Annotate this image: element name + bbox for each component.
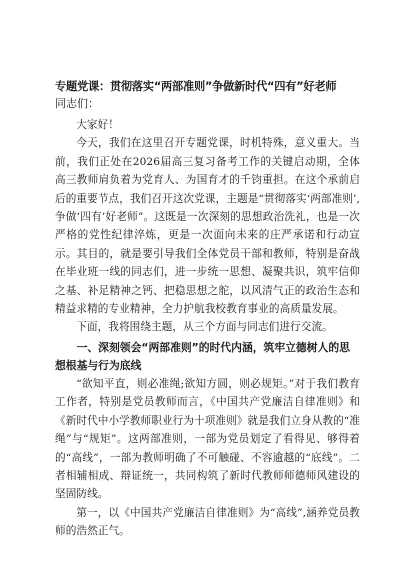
section-paragraph: 第一，以《中国共产党廉洁自律准则》为“高线”,涵养党员教师的浩然正气。 [55,506,360,538]
outline-paragraph: 下面，我将围绕主题，从三个方面与同志们进行交流。 [76,321,333,334]
greeting: 大家好！ [76,119,119,131]
salutation: 同志们： [55,97,99,110]
document-title: 专题党课：贯彻落实“两部准则”争做新时代“四有”好老师 [55,80,337,93]
section-paragraph: “欲知平直，则必准绳;欲知方圆，则必规矩。”对于我们教育工作者，特别是党员教师而言，《中国共产党廉洁自律准则》和《新时代中小学教师职业行为十项准则》就是我们立身从教的“准绳”与“规矩”。这两部准则，一部为党员划定了看得见、够得着的“高线”，一部为教师明确了不可触碰、不容逾越的“底线”。二者相辅相成、辩证统一，共同构筑了新时代教师师德师风建设的坚固防线。 [55,377,360,501]
document-page [55,78,360,541]
intro-paragraph: 今天，我们在这里召开专题党课，时机特殊，意义重大。当前，我们正处在2026届高三复习备考工作的关键启动期，全体高三教师肩负着为党育人、为国育才的千钧重担。在这个承前启后的重要节点，我们召开这次党课，主题是“贯彻落实‘两部准则’,争做‘四有’好老师”。这既是一次深刻的思想政治洗礼，也是一次严格的党性纪律淬炼，更是一次面向未来的庄严承诺和行动宣示。其目的，就是要引导我们全体党员干部和教师，特别是奋战在毕业班一线的同志们，进一步统一思想、凝聚共识，筑牢信仰之基、补足精神之钙、把稳思想之舵，以风清气正的政治生态和精益求精的专业精神，全力护航我校教育事业的高质量发展。 [55,137,360,316]
section-heading: 一、深刻领会“两部准则”的时代内涵，筑牢立德树人的思想根基与行为底线 [55,340,350,372]
